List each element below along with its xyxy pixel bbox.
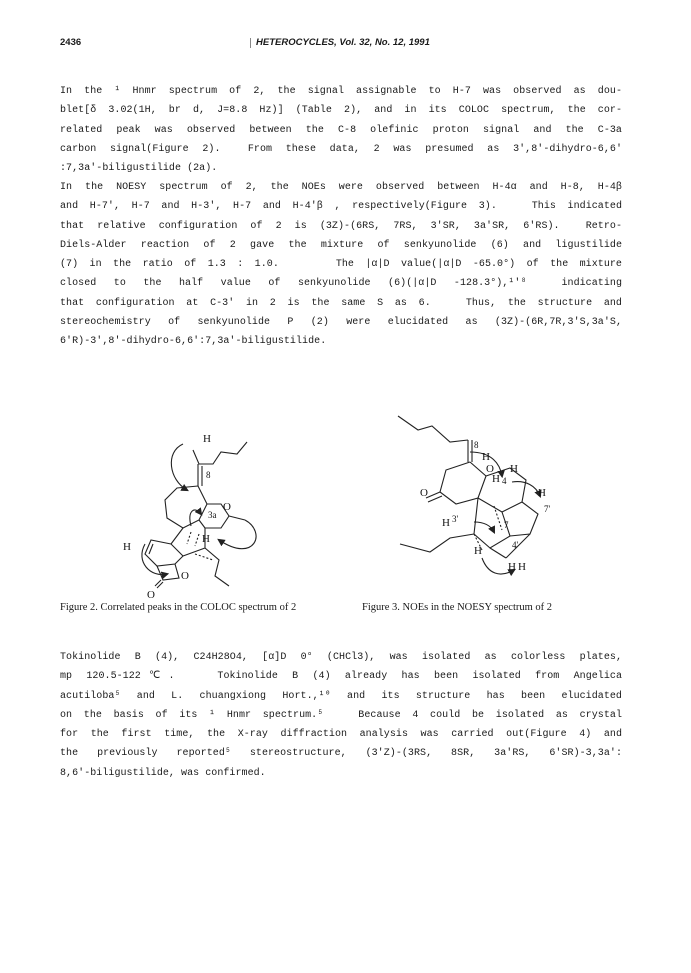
page-number: 2436 [60, 37, 82, 48]
text-line: for the first time, the X-ray diffraction analysis was carried out(Figure 4) and [60, 729, 622, 741]
atom-label: H [508, 561, 516, 573]
atom-label: H [203, 433, 211, 445]
text-line: Tokinolide B (4), C24H28O4, [α]D 0° (CHCl3), was isolated as colorless plates, [60, 652, 622, 663]
journal-name: HETEROCYCLES, Vol. 32, No. 12, 1991 [256, 37, 430, 48]
text-line: and H-7', H-7 and H-3', H-7 and H-4'β , respectively(Figure 3). This indicated [60, 201, 622, 213]
text-line: that relative configuration of 2 is (3Z)-(6RS, 7RS, 3'SR, 3a'SR, 6'RS). Retro- [60, 220, 622, 232]
text-line: 8,6'-biligustilide, was confirmed. [60, 767, 266, 779]
text-line: related peak was observed between the C-8 olefinic proton signal and the C-3a [60, 124, 622, 136]
atom-label: 7' [544, 504, 551, 514]
atom-label: O [486, 463, 494, 475]
text-line: stereochemistry of senkyunolide P (2) were elucidated as (3Z)-(6R,7R,3'S,3a'S, [60, 317, 622, 329]
atom-label: H [518, 561, 526, 573]
atom-label: 4' [512, 540, 519, 550]
text-line: carbon signal(Figure 2). From these data, 2 was presumed as 3',8'-dihydro-6,6' [60, 143, 622, 155]
page-header [60, 37, 620, 53]
atom-label: O [223, 501, 231, 513]
atom-label: 4 [502, 476, 507, 486]
atom-label: H [442, 517, 450, 529]
text-line: on the basis of its ¹ Hnmr spectrum.⁵ Because 4 could be isolated as crystal [60, 709, 622, 721]
text-line: blet[δ 3.02(1H, br d, J=8.8 Hz)] (Table 2), and in its COLOC spectrum, the cor- [60, 105, 622, 117]
atom-label: H [538, 487, 546, 499]
text-line: closed to the half value of senkyunolide (6)(|α|D -128.3°),¹'⁸ indicating [60, 278, 622, 290]
atom-label: 8 [474, 440, 479, 450]
figure-3-structure [390, 410, 590, 592]
text-line: (7) in the ratio of 1.3 : 1.0. The |α|D value(|α|D -65.0°) of the mixture [60, 259, 622, 271]
paragraph-noesy [60, 178, 622, 352]
atom-label: O [147, 589, 155, 601]
text-line: the previously reported⁵ stereostructure, (3'Z)-(3RS, 8SR, 3a'RS, 6'SR)-3,3a': [60, 748, 622, 760]
atom-label: H [492, 473, 500, 485]
atom-label: O [420, 487, 428, 499]
atom-label: 8 [206, 470, 211, 480]
text-line: mp 120.5-122℃. Tokinolide B (4) already has been isolated from Angelica [60, 671, 622, 683]
atom-label: H [474, 545, 482, 557]
atom-label: H [482, 451, 490, 463]
text-line: :7,3a'-biligustilide (2a). [60, 163, 218, 175]
atom-label: H [202, 533, 210, 545]
text-line: In the ¹ Hnmr spectrum of 2, the signal assignable to H-7 was observed as dou- [60, 86, 622, 97]
atom-label: 7 [504, 520, 509, 530]
text-line: that configuration at C-3' in 2 is the same S as 6. Thus, the structure and [60, 297, 622, 309]
atom-label: H [123, 541, 131, 553]
header-divider [250, 38, 251, 48]
paragraph-tokinolide [60, 648, 622, 783]
figure-2-caption: Figure 2. Correlated peaks in the COLOC spectrum of 2 [60, 602, 297, 613]
paragraph-hnmr [60, 82, 622, 178]
figure-3-caption: Figure 3. NOEs in the NOESY spectrum of 2 [362, 602, 553, 613]
text-line: 6'R)-3',8'-dihydro-6,6':7,3a'-biligustilide. [60, 336, 327, 348]
text-line: acutiloba⁵ and L. chuangxiong Hort.,¹⁰ and its structure has been elucidated [60, 690, 622, 702]
text-line: Diels-Alder reaction of 2 gave the mixture of senkyunolide (6) and ligustilide [60, 239, 622, 251]
figure-2-structure [95, 428, 315, 601]
atom-label: H [510, 463, 518, 475]
text-line: In the NOESY spectrum of 2, the NOEs were observed between H-4α and H-8, H-4β [60, 182, 622, 193]
atom-label: 3' [452, 514, 459, 524]
atom-label: 3a [208, 510, 217, 520]
atom-label: O [181, 570, 189, 582]
